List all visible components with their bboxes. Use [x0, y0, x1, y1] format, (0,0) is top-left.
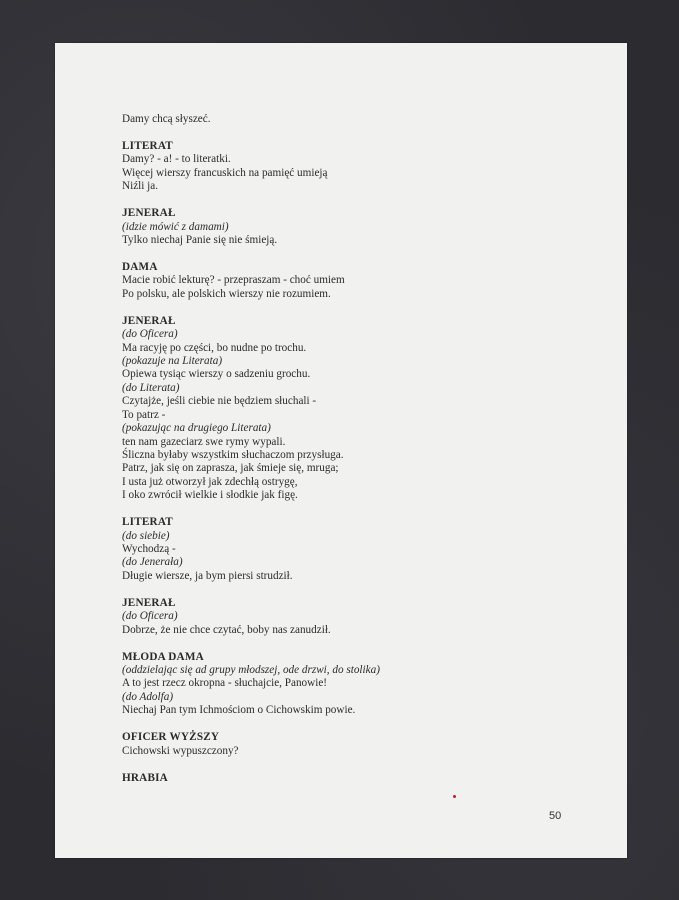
- dialogue-line: Damy chcą słyszeć.: [122, 113, 211, 125]
- ink-speck: [453, 795, 456, 798]
- dialogue-line: To patrz -: [122, 408, 166, 421]
- text-block: [122, 731, 602, 758]
- dialogue-line: ten nam gazeciarz swe rymy wypali.: [122, 435, 286, 448]
- speaker-name: HRABIA: [122, 771, 168, 784]
- dialogue-line: Niźli ja.: [122, 180, 159, 193]
- dialogue-line: Wychodzą -: [122, 542, 176, 555]
- page-number: 50: [549, 810, 562, 822]
- speaker-name: LITERAT: [122, 140, 173, 152]
- speaker-name: JENERAŁ: [122, 314, 176, 327]
- dialogue-line: I oko zwrócił wielkie i słodkie jak figę.: [122, 489, 298, 502]
- dialogue-line: Damy? - a! - to literatki.: [122, 153, 231, 166]
- dialogue-line: Czytajże, jeśli ciebie nie będziem słuchali -: [122, 395, 317, 408]
- stage-direction: (oddzielając się ad grupy młodszej, ode drzwi, do stolika): [122, 663, 380, 676]
- text-block: [122, 207, 602, 247]
- dialogue-line: Cichowski wypuszczony?: [122, 744, 239, 757]
- stage-direction: (do Adolfa): [122, 690, 174, 703]
- text-block: [122, 140, 602, 194]
- dialogue-line: Opiewa tysiąc wierszy o sadzeniu grochu.: [122, 368, 311, 381]
- speaker-name: LITERAT: [122, 516, 173, 529]
- stage-direction: (do Jenerała): [122, 556, 183, 569]
- dialogue-line: Długie wiersze, ja bym piersi strudził.: [122, 569, 293, 582]
- text-block: [122, 261, 602, 301]
- speaker-name: JENERAŁ: [122, 207, 176, 220]
- dialogue-line: Niechaj Pan tym Ichmościom o Cichowskim powie.: [122, 704, 356, 717]
- dialogue-line: Ma racyję po części, bo nudne po trochu.: [122, 341, 307, 354]
- stage-direction: (do siebie): [122, 529, 170, 542]
- stage-direction: (do Oficera): [122, 328, 178, 341]
- dialogue-line: Śliczna byłaby wszystkim słuchaczom przysługa.: [122, 448, 344, 461]
- dialogue-line: Patrz, jak się on zaprasza, jak śmieje się, mruga;: [122, 462, 339, 475]
- dialogue-line: Macie robić lekturę? - przepraszam - choć umiem: [122, 274, 345, 287]
- speaker-name: DAMA: [122, 261, 158, 274]
- stage-direction: (idzie mówić z damami): [122, 220, 229, 233]
- dialogue-line: A to jest rzecz okropna - słuchajcie, Panowie!: [122, 677, 328, 690]
- dialogue-line: Tylko niechaj Panie się nie śmieją.: [122, 234, 278, 247]
- dialogue-line: Więcej wierszy francuskich na pamięć umieją: [122, 166, 328, 179]
- stage-direction: (pokazując na drugiego Literata): [122, 422, 271, 435]
- text-block: [122, 516, 602, 583]
- text-block: [122, 772, 602, 785]
- stage-direction: (do Literata): [122, 381, 180, 394]
- scanned-page: [55, 43, 627, 858]
- dialogue-line: I usta już otworzył jak zdechłą ostrygę,: [122, 475, 298, 488]
- text-block: [122, 315, 602, 503]
- text-block: [122, 597, 602, 637]
- speaker-name: JENERAŁ: [122, 596, 176, 609]
- stage-direction: (pokazuje na Literata): [122, 355, 223, 368]
- dialogue-line: Dobrze, że nie chce czytać, boby nas zanudził.: [122, 623, 331, 636]
- dialogue-line: Po polsku, ale polskich wierszy nie rozumiem.: [122, 287, 331, 300]
- drama-text: [122, 113, 602, 785]
- stage-direction: (do Oficera): [122, 610, 178, 623]
- text-block: [122, 651, 602, 718]
- text-block: [122, 113, 602, 126]
- speaker-name: OFICER WYŻSZY: [122, 731, 220, 744]
- speaker-name: MŁODA DAMA: [122, 650, 204, 663]
